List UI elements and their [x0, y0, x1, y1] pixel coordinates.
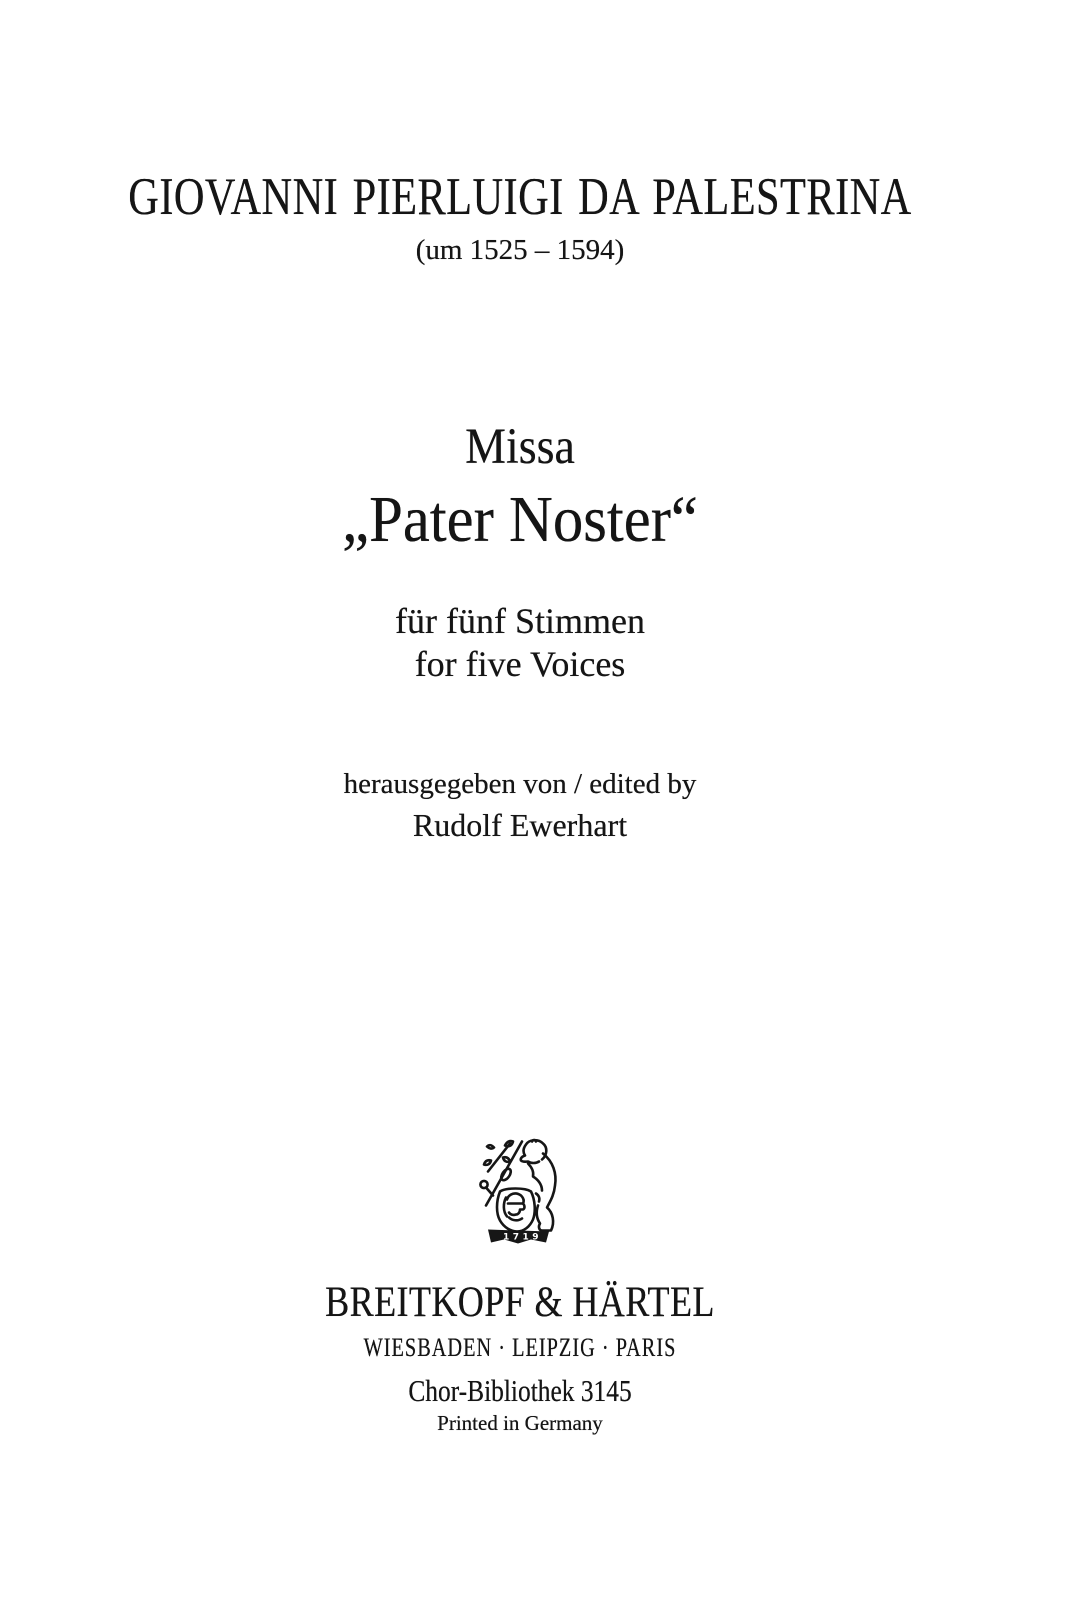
publisher-name: BREITKOPF & HÄRTEL [325, 1279, 715, 1326]
publisher-cities: WIESBADEN · LEIPZIG · PARIS [363, 1333, 677, 1362]
scoring-german: für fünf Stimmen [395, 601, 645, 641]
breitkopf-bear-emblem-icon [476, 1137, 562, 1244]
composer-dates: (um 1525 – 1594) [415, 234, 625, 266]
editor-caption: herausgegeben von / edited by [343, 768, 697, 800]
logo-year: 1719 [503, 1232, 543, 1243]
editor-name: Rudolf Ewerhart [412, 807, 628, 843]
scoring-english: for five Voices [414, 644, 626, 684]
work-subtitle: „Pater Noster“ [342, 483, 698, 556]
series-number: Chor-Bibliothek 3145 [408, 1373, 632, 1408]
publisher-logo [476, 1137, 562, 1244]
work-title: Missa [465, 419, 575, 475]
composer-name: GIOVANNI PIERLUIGI DA PALESTRINA [128, 168, 912, 226]
printed-note: Printed in Germany [437, 1411, 603, 1435]
